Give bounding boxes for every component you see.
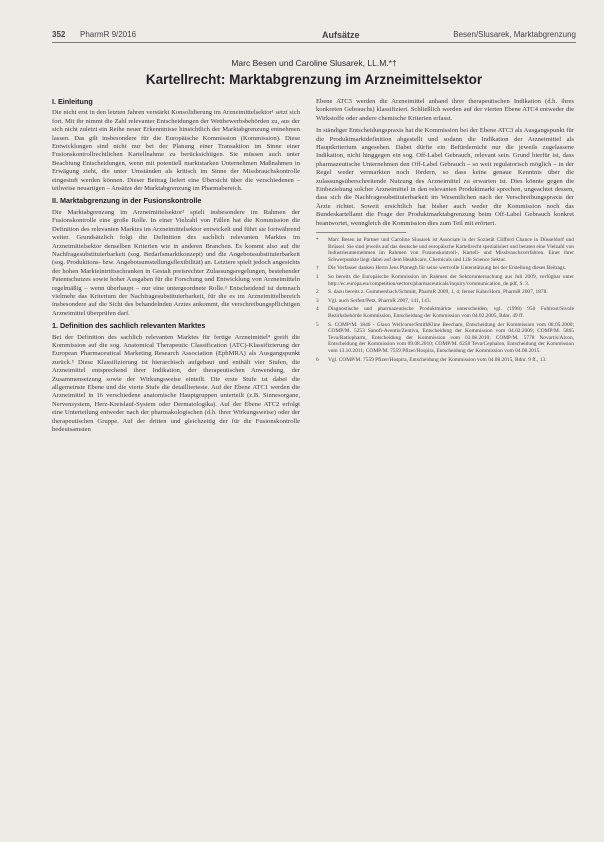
running-title: Besen/Slusarek, Marktabgrenzung bbox=[453, 30, 576, 39]
footnote-number: 2 bbox=[316, 289, 319, 296]
paragraph: Ebene ATC3 werden die Arzneimittel anhand ihrer therapeutischen Indikation (d.h. ihres konkreten Gebrauchs) klassifiziert. Schließlich werden auf der vierten Ebene ATC4 entweder die Wirkstoffe oder andere chemische Kriterien erfasst. bbox=[316, 98, 574, 122]
footnote-number: 1 bbox=[316, 274, 319, 281]
footnote-text: S. dazu bereits z. Gummersbach/Schmitt, PharmR 2009, 1, 4; ferner Kahn/Horn, PharmR 2007, 1878. bbox=[328, 289, 548, 296]
footnote bbox=[316, 237, 574, 263]
footnotes bbox=[316, 237, 574, 363]
right-column bbox=[316, 98, 574, 365]
paragraph: Bei der Definition des sachlich relevanten Marktes für fertige Arzneimittel⁴ greift die Kommission auf die sog. Anatomical Therapeutic Classification (ATC)-Klassifizierung der European Pharmaceutical Marketing Research Association (EphMRA) als Ausgangspunkt zurück.⁵ Diese Klassifizierung ist hierarchisch aufgebaut und enthält vier Stufen, die Arzneimittel entsprechend ihrer Indikation, der therapeutischen Anwendung, der Zusammensetzung sowie der Wirkungsweise einteilt. Die erste Stufe ist dabei die allgemeinste Ebene und die vierte Stufe die detaillierteste. Auf der Ebene ATC1 werden die Arzneimittel in 16 verschiedene anatomische Hauptgruppen unterteilt (z.B. Sinnesorgane, Nervensystem, Herz-Kreislauf-System oder Dermatologika). Auf der Ebene ATC2 erfolgt eine Unterteilung entweder nach der pharmakologischen (d.h. ihrer Wirkungsweise) oder der therapeutischen Gruppe. Auf der dritten und gleichzeitig der für die Fusionskontrolle bedeutsamsten bbox=[52, 333, 300, 434]
paragraph: Die Marktabgrenzung im Arzneimittelsektor² spielt insbesondere im Rahmen der Fusionskontrolle eine große Rolle. In einer Vielzahl von Fällen hat die Kommission die Definition des relevanten Marktes im Arzneimittelsektor entwickelt und führt sie fortwährend weiter. Grundsätzlich folgt die Definition des sachlich relevanten Marktes im Arzneimittelsektor denselben Kriterien wie in anderen Branchen. Es kommt also auf die Nachfragesubstituierbarkeit (sog. Bedarfsmarktkonzept) und die Angebotssubstituierbarkeit (sog. Produktions- bzw. Angebotsumstellungsflexibilität) an. Letztere spielt jedoch angesichts der hohen Markteintrittsschranken in Gestalt preisrechter Zulassungsregelungen, bestehender Patentschutzes sowie hoher Ausgaben für die Forschung und Entwicklung von Arzneimitteln regelmäßig – wenn überhaupt – nur eine untergeordnete Rolle.³ Entscheidend ist demnach vielmehr das Kriterium der Nachfragesubstituierbarkeit, für die es im Arzneimittelbereich insbesondere auf die Sicht des behandelnden Arztes ankommt, die verschreibungspflichtigen Arzneimittel überprüfen darf. bbox=[52, 208, 300, 317]
page-number: 352 bbox=[52, 30, 66, 39]
footnote-text: So bereits die Europäische Kommission im Rahmen der Sektoruntersuchung aus Juli 2009, verfügbar unter http://ec.europa.eu/competition/sectors/pharmaceuticals/inquiry/communication_de.pdf, S. 3. bbox=[328, 274, 574, 287]
footnote bbox=[316, 322, 574, 355]
footnote bbox=[316, 357, 574, 364]
footnote-number: 5 bbox=[316, 321, 319, 328]
section-label: Aufsätze bbox=[322, 30, 360, 40]
footnote-number: 3 bbox=[316, 297, 319, 304]
footnote-text: Die Verfasser danken Herrn Jens Pinnegh für seine wertvolle Unterstützung bei der Erstellung dieses Beitrags. bbox=[328, 265, 567, 272]
footnote-number: 6 bbox=[316, 356, 319, 363]
left-column bbox=[52, 98, 300, 438]
journal-ref: PharmR 9/2016 bbox=[80, 30, 137, 39]
footnote-text: Marc Besen ist Partner und Caroline Slusarek ist Associate in der Sozietät Clifford Chance in Düsseldorf und Brüssel. Sie sind jeweils auf das deutsche und europäische Kartellrecht spezialisiert und beraten eine Vielzahl von Industrieunternehmen im Rahmen von Fusionskontroll-, Kartell- und Missbrauchsverfahren. Einer ihrer Schwerpunkte liegt dabei auf dem Healthcare, Chemicals und Life Science Sektor. bbox=[328, 237, 574, 263]
footnote-number: † bbox=[316, 265, 319, 272]
footnote-rule bbox=[316, 232, 406, 233]
footnote bbox=[316, 274, 574, 287]
running-header bbox=[52, 30, 576, 42]
paragraph: In ständiger Entscheidungspraxis hat die Kommission bei der Ebene ATC3 als Ausgangspunkt für die Produktmarktdefinition abgestellt und sodann die Indikation der Arzneimittel als Hauptkriterium angesehen. Dabei dürfte ein Befürdernicht nur die jeweils zugelassene Indikation, nicht hinggegen ein sog. Off-Label Gebrauch, relevant sein. Grund hierfür ist, dass pharmazeutische Unternehmen den Off-Label Gebrauch – so weit regulatorisch möglich – in der Regel weder vermarkten noch fördern, so dass keine genaue Kenntnis über die zulassungsüberschreitende Nutzung des Arzneimittel zu erwarten ist. Dies könnte gegen die Einbeziehung solcher Arzneimittel in den relevanten Produktmarkt sprechen, ungeachtet dessen, dass sich die Nachfragesubstituierbarkeit im Wesentlichen nach der Verschreibungspraxis der Ärzte richtet. Soweit ersichtlich hat bisher auch weder die Kommission noch das Bundeskartellamt die Frage der Produktmarktabgrenzung beim Off-Label Gebrauch konkret beantwortet, wenngleich die Kommission dies zum Teil mit erörtert. bbox=[316, 127, 574, 227]
heading-introduction: I. Einleitung bbox=[52, 97, 93, 106]
footnote-number: * bbox=[316, 237, 319, 244]
footnote bbox=[316, 298, 574, 305]
header-rule bbox=[52, 42, 576, 43]
heading-product-market: 1. Definition des sachlich relevanten Marktes bbox=[52, 321, 206, 331]
article-title: Kartellrecht: Marktabgrenzung im Arzneimittelsektor bbox=[145, 72, 483, 87]
footnote bbox=[316, 265, 574, 272]
footnote-text: S. COMP/M. 1846 - Glaxo Wellcome/SmithKline Beecham, Entscheidung der Kommission vom 08.05.2000; COMP/M. 5253 Sanofi-Aventis/Zentiva, Entscheidung der Kommission vom 04.02.2009; COMP/M. 5865 Teva/Ratiopharm, Entscheidung der Kommission vom 03.08.2010; COMP/M. 5778 Novartis/Alcon, Entscheidung der Kommission vom 09.08.2010; COMP/M. 6258 Teva/Cephalon, Entscheidung der Kommission vom 13.10.2011; COMP/M. 7559 Pfizer/Hospira, Entscheidung der Kommission vom 04.08.2015. bbox=[328, 321, 574, 354]
footnote-text: Diagnostische und pharmazeutische Produktmärkte unterscheiden, vgl. (1998) 950 Fuhlrost/Sivole Bezirksbehörde Kommission, Entscheidung der Kommission vom 04.02.2005, Rdnr. 49 ff. bbox=[328, 306, 574, 320]
heading-merger-control: II. Marktabgrenzung in der Fusionskontrolle bbox=[52, 196, 202, 206]
footnote-number: 4 bbox=[316, 306, 319, 313]
footnote bbox=[316, 289, 574, 296]
footnote bbox=[316, 306, 574, 319]
footnote-text: Vgl. COMP/M. 7559 Pfizer/Hospira, Entscheidung der Kommission vom 04.08.2015, Rdnr. 9 ff., 13. bbox=[328, 356, 547, 363]
footnote-text: Vgl. auch Seifert/Petz, PharmR 2007, 141, 143. bbox=[328, 297, 431, 304]
paragraph: Die nicht erst in den letzten Jahren verstärkt Konsolidierung im Arzneimittelsektor¹ setzt sich fort. Mit ihr nimmt die Zahl relevanter Entscheidungen der Wettbewerbsbehörden zu, aus der sich nicht zuletzt ein Reihe neuer Erkenntnisse hinsichtlich der Marktabgrenzung entnehmen lassen. Das gilt insbesondere für die Europäische Kommission (Kommission). Diese Entwicklungen sind nicht nur bei der Planung einer Transaktion im Sinne einer Fusionskontrollrechtlichen Kartellnahme zu berücksichtigen. Sie müssen auch unter Beachtung Entscheidungen, wenn mit potentiell marktstarken Unternehmen Maßnahmen in Erwägung zieht, die unter Umständen als kritisch im Sinne der Missbrauchskontrolle eingestuft werden können. Dieser Beitrag liefert eine Übersicht über die verschiedenen – teilweise neuartigen – Ansätze der Marktabgrenzung im Pharmabereich. bbox=[52, 109, 300, 193]
authors: Marc Besen und Caroline Slusarek, LL.M.*† bbox=[231, 58, 397, 68]
